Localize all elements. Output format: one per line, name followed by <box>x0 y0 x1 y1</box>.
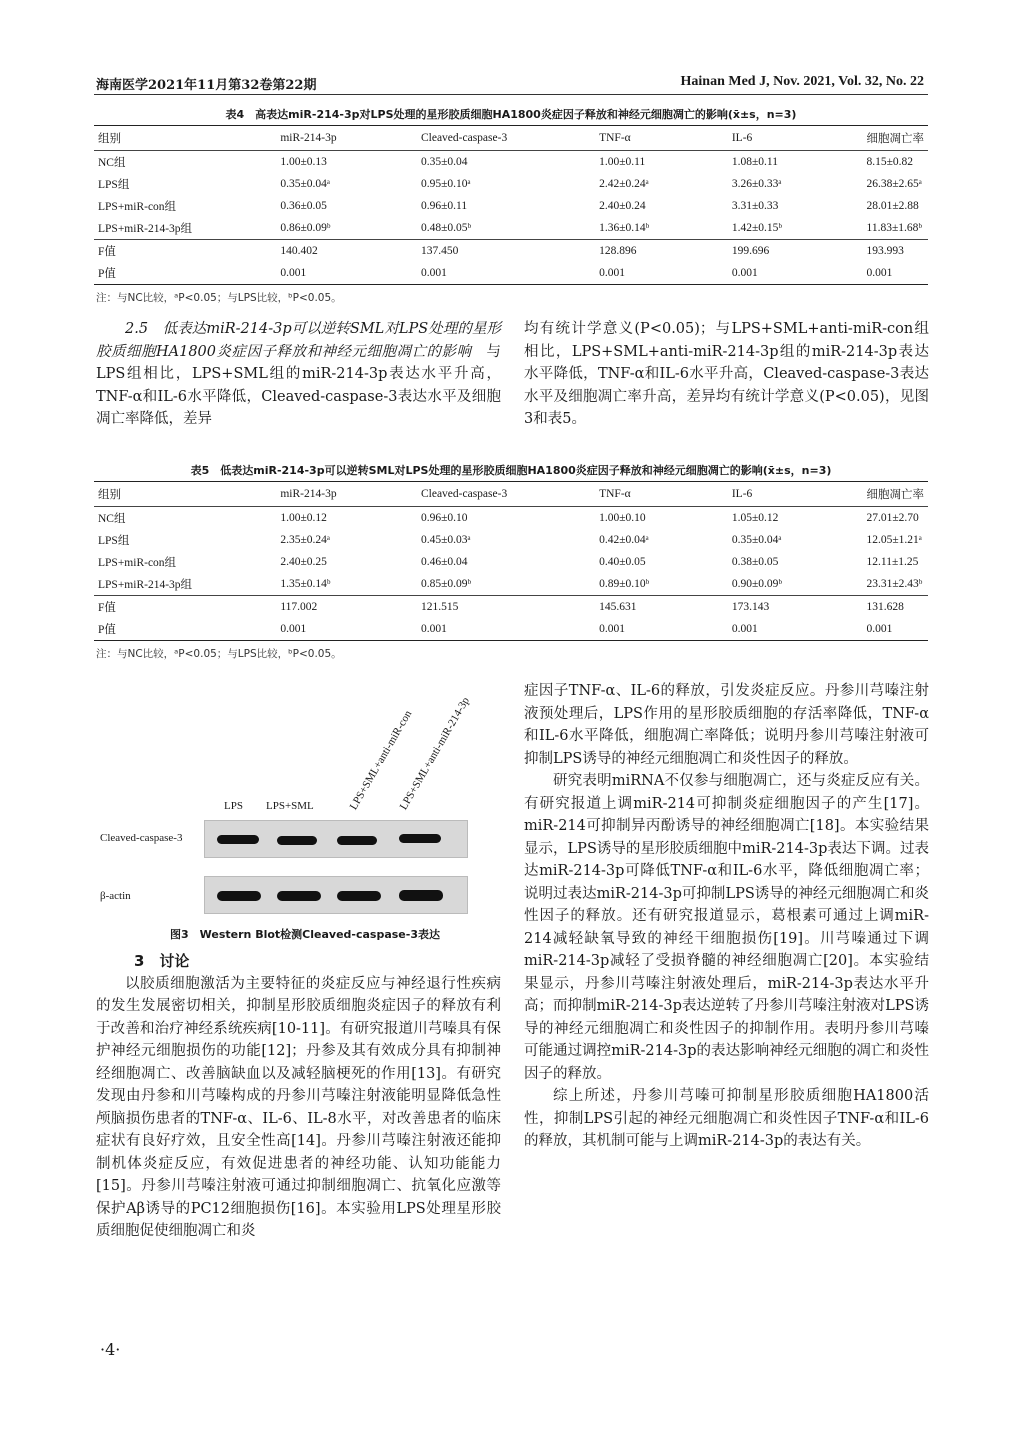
table5-row <box>94 507 928 530</box>
table4-column-header: Cleaved-caspase-3 <box>417 126 595 151</box>
blot-cleaved-caspase3 <box>204 820 468 858</box>
table4-cell: 140.402 <box>276 240 417 263</box>
table5-cell: 0.001 <box>595 618 728 641</box>
section25-left-text: 与LPS组相比，LPS+SML组的miR-214-3p表达水平升高，TNF-α和IL-6水平降低，Cleaved-caspase-3表达水平及细胞凋亡率降低，差异 <box>96 343 501 427</box>
table4-row <box>94 195 928 217</box>
table5-cell: 0.001 <box>863 618 929 641</box>
table4-cell: 137.450 <box>417 240 595 263</box>
table5-cell: 0.85±0.09ᵇ <box>420 578 472 590</box>
table4-cell: 0.001 <box>276 262 417 285</box>
table4-cell: LPS+miR-con组 <box>98 201 177 213</box>
journal-header-cn: 海南医学2021年11月第32卷第22期 <box>96 78 317 93</box>
discussion-right <box>524 680 929 1153</box>
section25-heading: 2.5 低表达miR-214-3p可以逆转SML对LPS处理的星形胶质细胞HA1800炎症因子释放和神经元细胞凋亡的影响 <box>96 321 501 360</box>
table4-cell: 11.83±1.68ᵇ <box>866 222 922 234</box>
table5-cell: 12.05±1.21ᵃ <box>866 534 922 546</box>
table5-cell: LPS+miR-214-3p组 <box>98 579 193 591</box>
table5-cell: 0.89±0.10ᵇ <box>599 578 650 590</box>
discussion-left <box>96 950 501 1243</box>
table5-cell: 1.00±0.12 <box>280 512 327 524</box>
table4-cell: 0.36±0.05 <box>280 200 327 212</box>
discussion-paragraph-1: 以胶质细胞激活为主要特征的炎症反应与神经退行性疾病的发生发展密切相关，抑制星形胶质细胞炎症因子的释放有利于改善和治疗神经系统疾病[10-11]。有研究报道川芎嗪具有保护神经元细胞损伤的功能[12]；丹参及其有效成分具有抑制神经细胞凋亡、改善脑缺血以及减轻脑梗死的作用[13]。有研究发现由丹参和川芎嗪构成的丹参川芎嗪注射液能明显降低急性颅脑损伤患者的TNF-α、IL-6、IL-8水平，对改善患者的临床症状有良好疗效，且安全性高[14]。丹参川芎嗪注射液还能抑制机体炎症反应，有效促进患者的神经功能、认知功能能力[15]。丹参川芎嗪注射液可通过抑制细胞凋亡、抗氧化应激等保护Aβ诱导的PC12细胞损伤[16]。本实验用LPS处理星形胶质细胞促使细胞凋亡和炎 <box>96 975 501 1239</box>
table5-cell: 27.01±2.70 <box>866 512 919 524</box>
table5-cell: P值 <box>94 618 276 641</box>
table4-cell: 0.001 <box>863 262 929 285</box>
table4-cell: LPS组 <box>98 179 130 191</box>
table4-column-header: miR-214-3p <box>276 126 417 151</box>
table4 <box>94 125 928 285</box>
table4-column-header: TNF-α <box>595 126 728 151</box>
table4-cell: 1.08±0.11 <box>731 156 778 168</box>
table5-caption: 表5 低表达miR-214-3p可以逆转SML对LPS处理的星形胶质细胞HA1800炎症因子释放和神经元细胞凋亡的影响(x̄±s，n=3) <box>190 464 832 477</box>
band <box>277 891 321 901</box>
table4-cell: 0.001 <box>417 262 595 285</box>
table4-cell: 199.696 <box>728 240 863 263</box>
figure3-caption: 图3 Western Blot检测Cleaved-caspase-3表达 <box>170 928 440 941</box>
table4-cell: 128.896 <box>595 240 728 263</box>
table5-column-header: 细胞凋亡率 <box>863 482 929 507</box>
table5-cell: 23.31±2.43ᵇ <box>866 578 923 590</box>
table5-cell: 0.46±0.04 <box>420 556 468 568</box>
table4-cell: 193.993 <box>863 240 929 263</box>
table4-cell: 2.40±0.24 <box>599 200 646 212</box>
table4-cell: 28.01±2.88 <box>866 200 919 212</box>
table4-cell: 0.96±0.11 <box>420 200 468 212</box>
table5-cell: 1.05±0.12 <box>731 512 779 524</box>
table4-cell: 0.95±0.10ᵃ <box>420 178 471 190</box>
table5-cell: 0.001 <box>728 618 863 641</box>
table4-cell: LPS+miR-214-3p组 <box>98 223 193 235</box>
table5-column-header: Cleaved-caspase-3 <box>417 482 595 507</box>
band <box>217 835 259 844</box>
table5-cell: 0.35±0.04ᵃ <box>731 534 782 546</box>
lane-label-lps: LPS <box>224 800 243 812</box>
table4-row <box>94 262 928 285</box>
band <box>399 834 441 843</box>
table5-cell: 1.00±0.10 <box>599 512 646 524</box>
table5-cell: 131.628 <box>863 596 929 619</box>
table5-column-header: miR-214-3p <box>276 482 417 507</box>
section25-right-text: 均有统计学意义(P<0.05)；与LPS+SML+anti-miR-con组相比，LPS+SML+anti-miR-214-3p组的miR-214-3p表达水平降低，TNF-α和IL-6水平升高，Cleaved-caspase-3表达水平及细胞凋亡率升高，差异均有统计学意义(P<0.05)，见图3和表5。 <box>524 321 929 427</box>
table4-cell: 2.42±0.24ᵃ <box>599 178 649 190</box>
table5-cell: 0.38±0.05 <box>731 556 779 568</box>
table5-column-header: 组别 <box>94 482 276 507</box>
table5-cell: 0.42±0.04ᵃ <box>599 534 649 546</box>
section25-left <box>96 318 501 431</box>
table4-cell: 0.001 <box>595 262 728 285</box>
table5-column-header: IL-6 <box>728 482 863 507</box>
table5-cell: 2.40±0.25 <box>280 556 327 568</box>
header-rule <box>94 94 928 95</box>
table5-cell: 0.001 <box>276 618 417 641</box>
table5-cell: LPS+miR-con组 <box>98 557 177 569</box>
table5-note: 注：与NC比较，ᵃP<0.05；与LPS比较，ᵇP<0.05。 <box>96 648 342 660</box>
band <box>399 890 443 901</box>
table4-row <box>94 240 928 263</box>
table4-column-header: IL-6 <box>728 126 863 151</box>
table5-cell: 173.143 <box>728 596 863 619</box>
table5-cell: 2.35±0.24ᵃ <box>280 534 331 546</box>
table5-cell: 145.631 <box>595 596 728 619</box>
table4-cell: 8.15±0.82 <box>866 156 914 168</box>
band <box>337 836 377 845</box>
table4-column-header: 组别 <box>94 126 276 151</box>
table5-row <box>94 529 928 551</box>
table4-caption: 表4 高表达miR-214-3p对LPS处理的星形胶质细胞HA1800炎症因子释放和神经元细胞凋亡的影响(x̄±s，n=3) <box>225 108 797 121</box>
table5 <box>94 481 928 641</box>
discussion-heading: 3 讨论 <box>134 952 190 970</box>
table5-column-header: TNF-α <box>595 482 728 507</box>
table5-row <box>94 573 928 596</box>
row-label-beta-actin: β-actin <box>100 890 131 902</box>
table5-cell: LPS组 <box>98 535 130 547</box>
table5-cell: 0.001 <box>417 618 595 641</box>
band <box>277 836 317 845</box>
lane-label-lps-sml: LPS+SML <box>266 800 314 812</box>
table4-cell: P值 <box>94 262 276 285</box>
table4-column-header: 细胞凋亡率 <box>863 126 929 151</box>
table4-row <box>94 173 928 195</box>
table4-note: 注：与NC比较，ᵃP<0.05；与LPS比较，ᵇP<0.05。 <box>96 292 342 304</box>
table4-row <box>94 151 928 174</box>
table5-cell: 117.002 <box>276 596 417 619</box>
table4-cell: F值 <box>94 240 276 263</box>
table4-cell: 0.001 <box>728 262 863 285</box>
western-blot-figure <box>96 680 516 940</box>
table4-row <box>94 217 928 240</box>
band <box>337 891 381 901</box>
lane-label-anti-con: LPS+SML+anti-miR-con <box>347 708 415 812</box>
table5-cell: 12.11±1.25 <box>866 556 919 568</box>
section25-right <box>524 318 929 431</box>
table4-cell: NC组 <box>98 157 126 169</box>
page-number: ·4· <box>100 1340 121 1359</box>
blot-beta-actin <box>204 876 468 914</box>
table4-cell: 1.00±0.13 <box>280 156 327 168</box>
table5-cell: 0.90±0.09ᵇ <box>731 578 782 590</box>
table4-cell: 1.00±0.11 <box>599 156 646 168</box>
table4-cell: 0.35±0.04 <box>420 156 468 168</box>
discussion-paragraph-3: 研究表明miRNA不仅参与细胞凋亡，还与炎症反应有关。有研究报道上调miR-214可抑制炎症细胞因子的产生[17]。miR-214可抑制异丙酚诱导的神经细胞凋亡[18]。本实验结果显示，LPS诱导的星形胶质细胞中miR-214-3p表达下调。过表达miR-214-3p可降低TNF-α和IL-6水平，降低细胞凋亡率；说明过表达miR-214-3p可抑制LPS诱导的神经元细胞凋亡和炎性因子的释放。还有研究报道显示，葛根素可通过上调miR-214减轻缺氧导致的神经干细胞损伤[19]。川芎嗪通过下调miR-214-3p减轻了受损脊髓的神经细胞凋亡[20]。本实验结果显示，丹参川芎嗪注射液处理后，miR-214-3p表达水平升高；而抑制miR-214-3p表达逆转了丹参川芎嗪注射液对LPS诱导的神经元细胞凋亡和炎性因子的抑制作用。表明丹参川芎嗪可能通过调控miR-214-3p的表达影响神经元细胞的凋亡和炎性因子的释放。 <box>524 773 929 1082</box>
table4-cell: 26.38±2.65ᵃ <box>866 178 922 190</box>
table4-cell: 0.86±0.09ᵇ <box>280 222 331 234</box>
discussion-paragraph-2: 症因子TNF-α、IL-6的释放，引发炎症反应。丹参川芎嗪注射液预处理后，LPS作用的星形胶质细胞的存活率降低，TNF-α和IL-6水平降低，细胞凋亡率降低；说明丹参川芎嗪注射液可抑制LPS诱导的神经元细胞凋亡和炎性因子的释放。 <box>524 683 929 767</box>
table4-cell: 0.35±0.04ᵃ <box>280 178 331 190</box>
table5-row <box>94 618 928 641</box>
table5-header-row <box>94 482 928 507</box>
table5-row <box>94 596 928 619</box>
table4-cell: 1.42±0.15ᵇ <box>731 222 782 234</box>
table5-cell: NC组 <box>98 513 126 525</box>
table4-cell: 1.36±0.14ᵇ <box>599 222 650 234</box>
table5-cell: 0.40±0.05 <box>599 556 646 568</box>
band <box>217 891 261 901</box>
discussion-paragraph-4: 综上所述，丹参川芎嗪可抑制星形胶质细胞HA1800活性，抑制LPS引起的神经元细胞凋亡和炎性因子TNF-α和IL-6的释放，其机制可能与上调miR-214-3p的表达有关。 <box>524 1088 929 1149</box>
journal-header-en: Hainan Med J, Nov. 2021, Vol. 32, No. 22 <box>680 74 924 89</box>
table5-cell: 0.45±0.03ᵃ <box>420 534 471 546</box>
table5-row <box>94 551 928 573</box>
table4-cell: 0.48±0.05ᵇ <box>420 222 472 234</box>
table5-cell: 121.515 <box>417 596 595 619</box>
table4-header-row <box>94 126 928 151</box>
table5-cell: 1.35±0.14ᵇ <box>280 578 331 590</box>
table5-cell: F值 <box>94 596 276 619</box>
row-label-cleaved-caspase3: Cleaved-caspase-3 <box>100 832 183 844</box>
table4-cell: 3.31±0.33 <box>731 200 779 212</box>
lane-label-anti-214: LPS+SML+anti-miR-214-3p <box>397 695 472 812</box>
table5-cell: 0.96±0.10 <box>420 512 468 524</box>
table4-cell: 3.26±0.33ᵃ <box>731 178 782 190</box>
